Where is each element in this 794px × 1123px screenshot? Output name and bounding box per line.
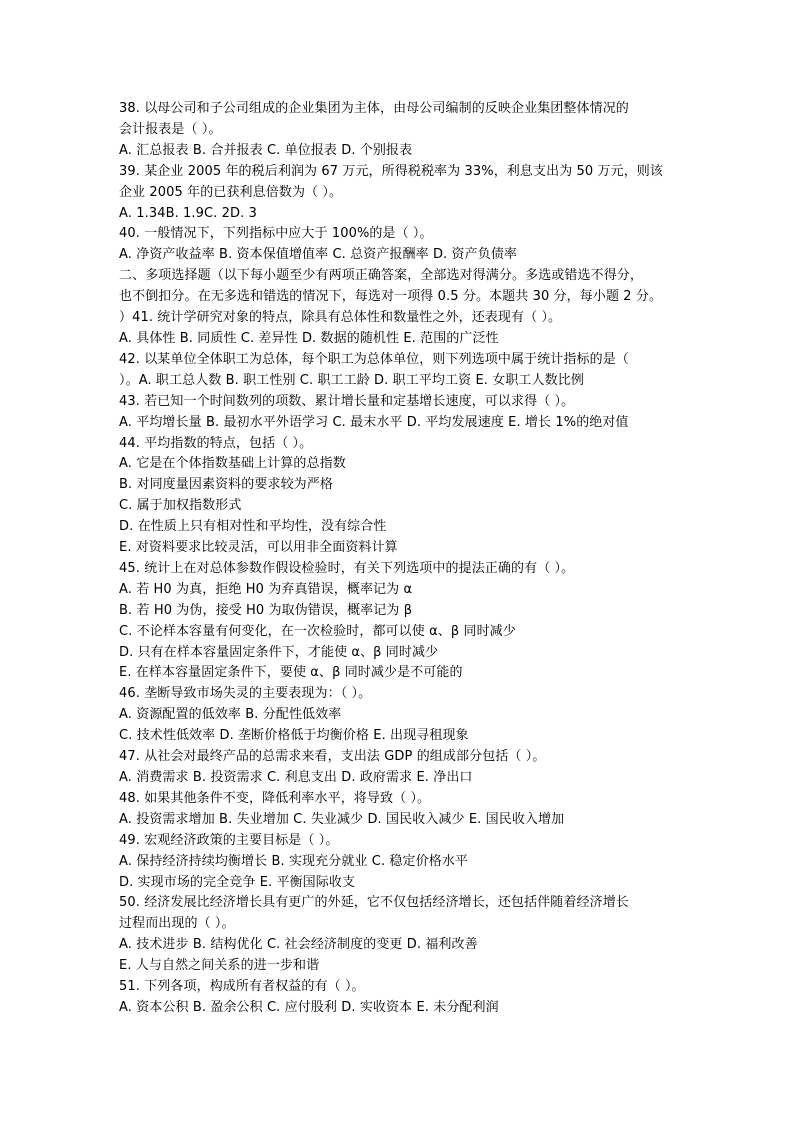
text-line: 过程而出现的（ ）。	[119, 916, 235, 932]
text-line: A. 汇总报表 B. 合并报表 C. 单位报表 D. 个别报表	[119, 142, 413, 158]
text-line: ）41. 统计学研究对象的特点，除具有总体性和数量性之外，还表现有（ ）。	[119, 310, 562, 326]
text-line: 43. 若已知一个时间数列的项数、累计增长量和定基增长速度，可以求得（ ）。	[119, 393, 575, 409]
text-line: 也不倒扣分。在无多选和错选的情况下，每选对一项得 0.5 分。本题共 30 分，每小题 2 分。	[119, 289, 663, 305]
text-line: A. 资本公积 B. 盈余公积 C. 应付股利 D. 实收资本 E. 未分配利润	[119, 999, 499, 1015]
text-line: 二、多项选择题（以下每小题至少有两项正确答案，全部选对得满分。多选或错选不得分，	[119, 268, 644, 284]
text-line: A. 具体性 B. 同质性 C. 差异性 D. 数据的随机性 E. 范围的广泛性	[119, 330, 499, 346]
text-line: 39. 某企业 2005 年的税后利润为 67 万元，所得税税率为 33%，利息支出为 50 万元，则该	[119, 163, 663, 179]
text-line: ）。A. 职工总人数 B. 职工性别 C. 职工工龄 D. 职工平均工资 E. 女职工人数比例	[119, 372, 584, 388]
text-line: A. 它是在个体指数基础上计算的总指数	[119, 456, 346, 472]
text-line: D. 在性质上只有相对性和平均性，没有综合性	[119, 519, 387, 535]
text-line: 47. 从社会对最终产品的总需求来看，支出法 GDP 的组成部分包括（ ）。	[119, 749, 546, 765]
text-line: A. 资源配置的低效率 B. 分配性低效率	[119, 707, 342, 723]
text-line: C. 技术性低效率 D. 垄断价格低于均衡价格 E. 出现寻租现象	[119, 728, 469, 744]
text-line: A. 保持经济持续均衡增长 B. 实现充分就业 C. 稳定价格水平	[119, 853, 469, 869]
text-line: E. 在样本容量固定条件下，要使 α、β 同时减少是不可能的	[119, 665, 463, 681]
text-line: D. 实现市场的完全竞争 E. 平衡国际收支	[119, 874, 356, 890]
text-line: A. 投资需求增加 B. 失业增加 C. 失业减少 D. 国民收入减少 E. 国民收入增加	[119, 811, 565, 827]
text-line: A. 平均增长量 B. 最初水平外语学习 C. 最末水平 D. 平均发展速度 E. 增长 1%的绝对值	[119, 414, 629, 430]
text-line: C. 不论样本容量有何变化，在一次检验时，都可以使 α、β 同时减少	[119, 623, 516, 639]
text-line: 会计报表是（ ）。	[119, 121, 222, 137]
text-line: B. 若 H0 为伪，接受 H0 为取伪错误，概率记为 β	[119, 602, 413, 618]
text-line: A. 技术进步 B. 结构优化 C. 社会经济制度的变更 D. 福利改善	[119, 937, 478, 953]
text-line: E. 人与自然之间关系的进一步和谐	[119, 958, 320, 974]
text-line: 45. 统计上在对总体参数作假设检验时，有关下列选项中的提法正确的有（ ）。	[119, 560, 575, 576]
text-line: 38. 以母公司和子公司组成的企业集团为主体，由母公司编制的反映企业集团整体情况的	[119, 101, 629, 116]
text-line: 42. 以某单位全体职工为总体，每个职工为总体单位，则下列选项中属于统计指标的是（	[119, 351, 629, 367]
text-line: 51. 下列各项，构成所有者权益的有（ ）。	[119, 979, 365, 995]
text-line: A. 净资产收益率 B. 资本保值增值率 C. 总资产报酬率 D. 资产负债率	[119, 247, 518, 263]
text-line: 46. 垄断导致市场失灵的主要表现为：（ ）。	[119, 686, 372, 702]
text-line: 40. 一般情况下，下列指标中应大于 100%的是（ ）。	[119, 226, 433, 242]
text-line: E. 对资料要求比较灵活，可以用非全面资料计算	[119, 540, 398, 556]
text-line: D. 只有在样本容量固定条件下，才能使 α、β 同时减少	[119, 644, 439, 660]
text-line: A. 1.34B. 1.9C. 2D. 3	[119, 205, 257, 221]
text-line: A. 若 H0 为真，拒绝 H0 为弃真错误，概率记为 α	[119, 581, 413, 597]
text-line: 50. 经济发展比经济增长具有更广的外延，它不仅包括经济增长，还包括伴随着经济增长	[119, 895, 629, 911]
text-line: C. 属于加权指数形式	[119, 498, 242, 514]
document-body	[119, 99, 699, 1019]
text-line: 44. 平均指数的特点，包括（ ）。	[119, 435, 313, 451]
text-line: 49. 宏观经济政策的主要目标是（ ）。	[119, 832, 339, 848]
text-line: A. 消费需求 B. 投资需求 C. 利息支出 D. 政府需求 E. 净出口	[119, 770, 473, 785]
text-line: 48. 如果其他条件不变，降低利率水平，将导致（ ）。	[119, 790, 431, 806]
text-line: B. 对同度量因素资料的要求较为严格	[119, 477, 333, 493]
text-line: 企业 2005 年的已获利息倍数为（ ）。	[119, 184, 343, 200]
